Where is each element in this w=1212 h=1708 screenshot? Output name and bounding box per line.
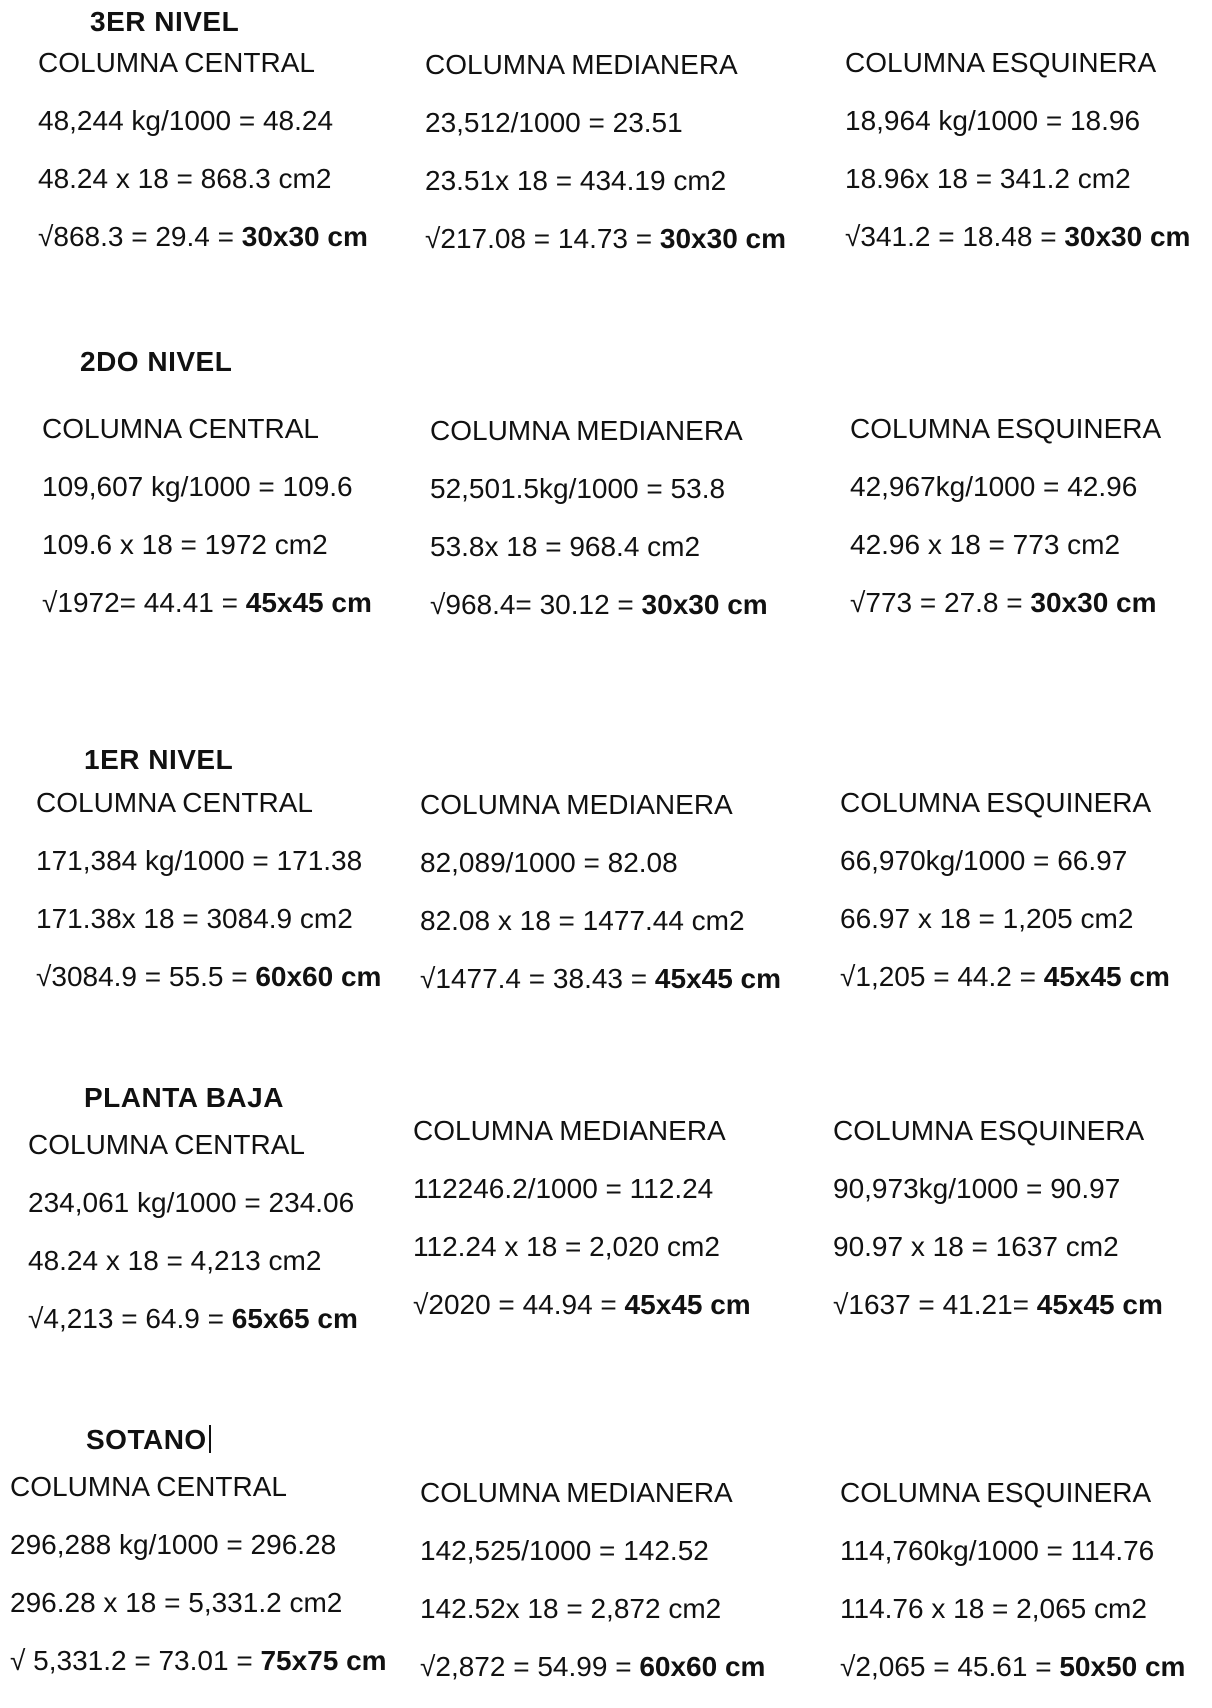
column-medianera — [413, 1114, 813, 1346]
level-title: 2DO NIVEL — [80, 346, 233, 377]
section-3er-nivel — [0, 0, 1212, 280]
load-line: 18,964 kg/1000 = 18.96 — [845, 105, 1141, 136]
root-expression: √1637 = 41.21= — [833, 1289, 1037, 1320]
area-line: 114.76 x 18 = 2,065 cm2 — [840, 1593, 1147, 1624]
root-line — [36, 960, 436, 994]
load-line: 112246.2/1000 = 112.24 — [413, 1173, 714, 1204]
area-line: 66.97 x 18 = 1,205 cm2 — [840, 903, 1134, 934]
column-esquinera — [833, 1114, 1212, 1346]
column-esquinera — [850, 412, 1212, 644]
load-line: 114,760kg/1000 = 114.76 — [840, 1535, 1155, 1566]
column-central — [38, 46, 438, 278]
root-expression: √2,872 = 54.99 = — [420, 1651, 640, 1682]
load-line: 109,607 kg/1000 = 109.6 — [42, 471, 353, 502]
area-line: 142.52x 18 = 2,872 cm2 — [420, 1593, 722, 1624]
column-size: 60x60 cm — [639, 1651, 766, 1682]
root-expression: √2,065 = 45.61 = — [840, 1651, 1060, 1682]
area-line: 48.24 x 18 = 868.3 cm2 — [38, 163, 332, 194]
area-line: 171.38x 18 = 3084.9 cm2 — [36, 903, 353, 934]
root-expression: √968.4= 30.12 = — [430, 589, 642, 620]
root-expression: √1972= 44.41 = — [42, 587, 246, 618]
area-line: 82.08 x 18 = 1477.44 cm2 — [420, 905, 745, 936]
level-title — [86, 1424, 211, 1456]
area-line: 48.24 x 18 = 4,213 cm2 — [28, 1245, 322, 1276]
section-1er-nivel — [0, 740, 1212, 1020]
column-header: COLUMNA CENTRAL — [28, 1129, 305, 1160]
root-expression: √2020 = 44.94 = — [413, 1289, 625, 1320]
level-title: 1ER NIVEL — [84, 744, 234, 775]
root-expression: √1477.4 = 38.43 = — [420, 963, 655, 994]
column-header: COLUMNA ESQUINERA — [850, 413, 1162, 444]
root-line — [840, 960, 1212, 994]
column-header: COLUMNA ESQUINERA — [840, 787, 1152, 818]
column-header: COLUMNA MEDIANERA — [420, 789, 733, 820]
column-size: 30x30 cm — [241, 221, 368, 252]
column-size: 65x65 cm — [231, 1303, 358, 1334]
column-header: COLUMNA MEDIANERA — [413, 1115, 726, 1146]
area-line: 53.8x 18 = 968.4 cm2 — [430, 531, 701, 562]
load-line: 171,384 kg/1000 = 171.38 — [36, 845, 363, 876]
root-line — [413, 1288, 813, 1322]
root-expression: √341.2 = 18.48 = — [845, 221, 1065, 252]
root-line — [420, 1650, 820, 1684]
column-size: 45x45 cm — [624, 1289, 751, 1320]
text-caret — [209, 1425, 211, 1453]
root-line — [38, 220, 438, 254]
load-line: 66,970kg/1000 = 66.97 — [840, 845, 1128, 876]
root-line — [425, 222, 825, 256]
root-line — [833, 1288, 1212, 1322]
load-line: 23,512/1000 = 23.51 — [425, 107, 683, 138]
load-line: 296,288 kg/1000 = 296.28 — [10, 1529, 337, 1560]
root-line — [430, 588, 830, 622]
root-expression: √1,205 = 44.2 = — [840, 961, 1044, 992]
level-title: PLANTA BAJA — [84, 1082, 284, 1113]
load-line: 90,973kg/1000 = 90.97 — [833, 1173, 1121, 1204]
column-size: 60x60 cm — [255, 961, 382, 992]
area-line: 23.51x 18 = 434.19 cm2 — [425, 165, 727, 196]
column-size: 45x45 cm — [1043, 961, 1170, 992]
root-expression: √868.3 = 29.4 = — [38, 221, 242, 252]
area-line: 109.6 x 18 = 1972 cm2 — [42, 529, 328, 560]
column-header: COLUMNA CENTRAL — [38, 47, 315, 78]
root-line — [42, 586, 442, 620]
column-size: 30x30 cm — [1064, 221, 1191, 252]
column-size: 45x45 cm — [1036, 1289, 1163, 1320]
load-line: 52,501.5kg/1000 = 53.8 — [430, 473, 726, 504]
root-line — [420, 962, 820, 996]
section-sotano — [0, 1418, 1212, 1698]
column-header: COLUMNA CENTRAL — [36, 787, 313, 818]
level-title-text: SOTANO — [86, 1424, 207, 1455]
area-line: 42.96 x 18 = 773 cm2 — [850, 529, 1121, 560]
load-line: 82,089/1000 = 82.08 — [420, 847, 678, 878]
area-line: 296.28 x 18 = 5,331.2 cm2 — [10, 1587, 343, 1618]
column-size: 45x45 cm — [654, 963, 782, 994]
column-header: COLUMNA MEDIANERA — [420, 1477, 733, 1508]
load-line: 48,244 kg/1000 = 48.24 — [38, 105, 334, 136]
column-size: 75x75 cm — [260, 1645, 387, 1676]
root-expression: √773 = 27.8 = — [850, 587, 1031, 618]
root-line — [10, 1644, 410, 1678]
column-size: 30x30 cm — [1030, 587, 1157, 618]
column-central — [10, 1470, 410, 1702]
column-central — [28, 1128, 428, 1360]
root-expression: √3084.9 = 55.5 = — [36, 961, 256, 992]
column-size: 30x30 cm — [659, 223, 787, 254]
root-line — [28, 1302, 428, 1336]
column-medianera — [420, 1476, 820, 1708]
column-header: COLUMNA MEDIANERA — [430, 415, 743, 446]
column-esquinera — [840, 1476, 1212, 1708]
root-expression: √217.08 = 14.73 = — [425, 223, 660, 254]
root-line — [840, 1650, 1212, 1684]
column-header: COLUMNA ESQUINERA — [840, 1477, 1152, 1508]
column-header: COLUMNA MEDIANERA — [425, 49, 738, 80]
column-header: COLUMNA CENTRAL — [42, 413, 319, 444]
root-expression: √4,213 = 64.9 = — [28, 1303, 232, 1334]
load-line: 234,061 kg/1000 = 234.06 — [28, 1187, 355, 1218]
column-medianera — [425, 48, 825, 280]
column-medianera — [420, 788, 820, 1020]
column-esquinera — [845, 46, 1212, 278]
column-esquinera — [840, 786, 1212, 1018]
section-2do-nivel — [0, 340, 1212, 620]
root-expression: √ 5,331.2 = 73.01 = — [10, 1645, 261, 1676]
column-size: 50x50 cm — [1059, 1651, 1186, 1682]
area-line: 18.96x 18 = 341.2 cm2 — [845, 163, 1131, 194]
root-line — [850, 586, 1212, 620]
area-line: 90.97 x 18 = 1637 cm2 — [833, 1231, 1119, 1262]
column-medianera — [430, 414, 830, 646]
column-central — [36, 786, 436, 1018]
level-title: 3ER NIVEL — [90, 6, 240, 37]
column-central — [42, 412, 442, 644]
column-header: COLUMNA ESQUINERA — [845, 47, 1157, 78]
column-header: COLUMNA ESQUINERA — [833, 1115, 1145, 1146]
column-header: COLUMNA CENTRAL — [10, 1471, 287, 1502]
load-line: 142,525/1000 = 142.52 — [420, 1535, 709, 1566]
column-size: 45x45 cm — [245, 587, 372, 618]
area-line: 112.24 x 18 = 2,020 cm2 — [413, 1231, 720, 1262]
column-size: 30x30 cm — [641, 589, 768, 620]
root-line — [845, 220, 1212, 254]
load-line: 42,967kg/1000 = 42.96 — [850, 471, 1138, 502]
section-planta-baja — [0, 1078, 1212, 1358]
